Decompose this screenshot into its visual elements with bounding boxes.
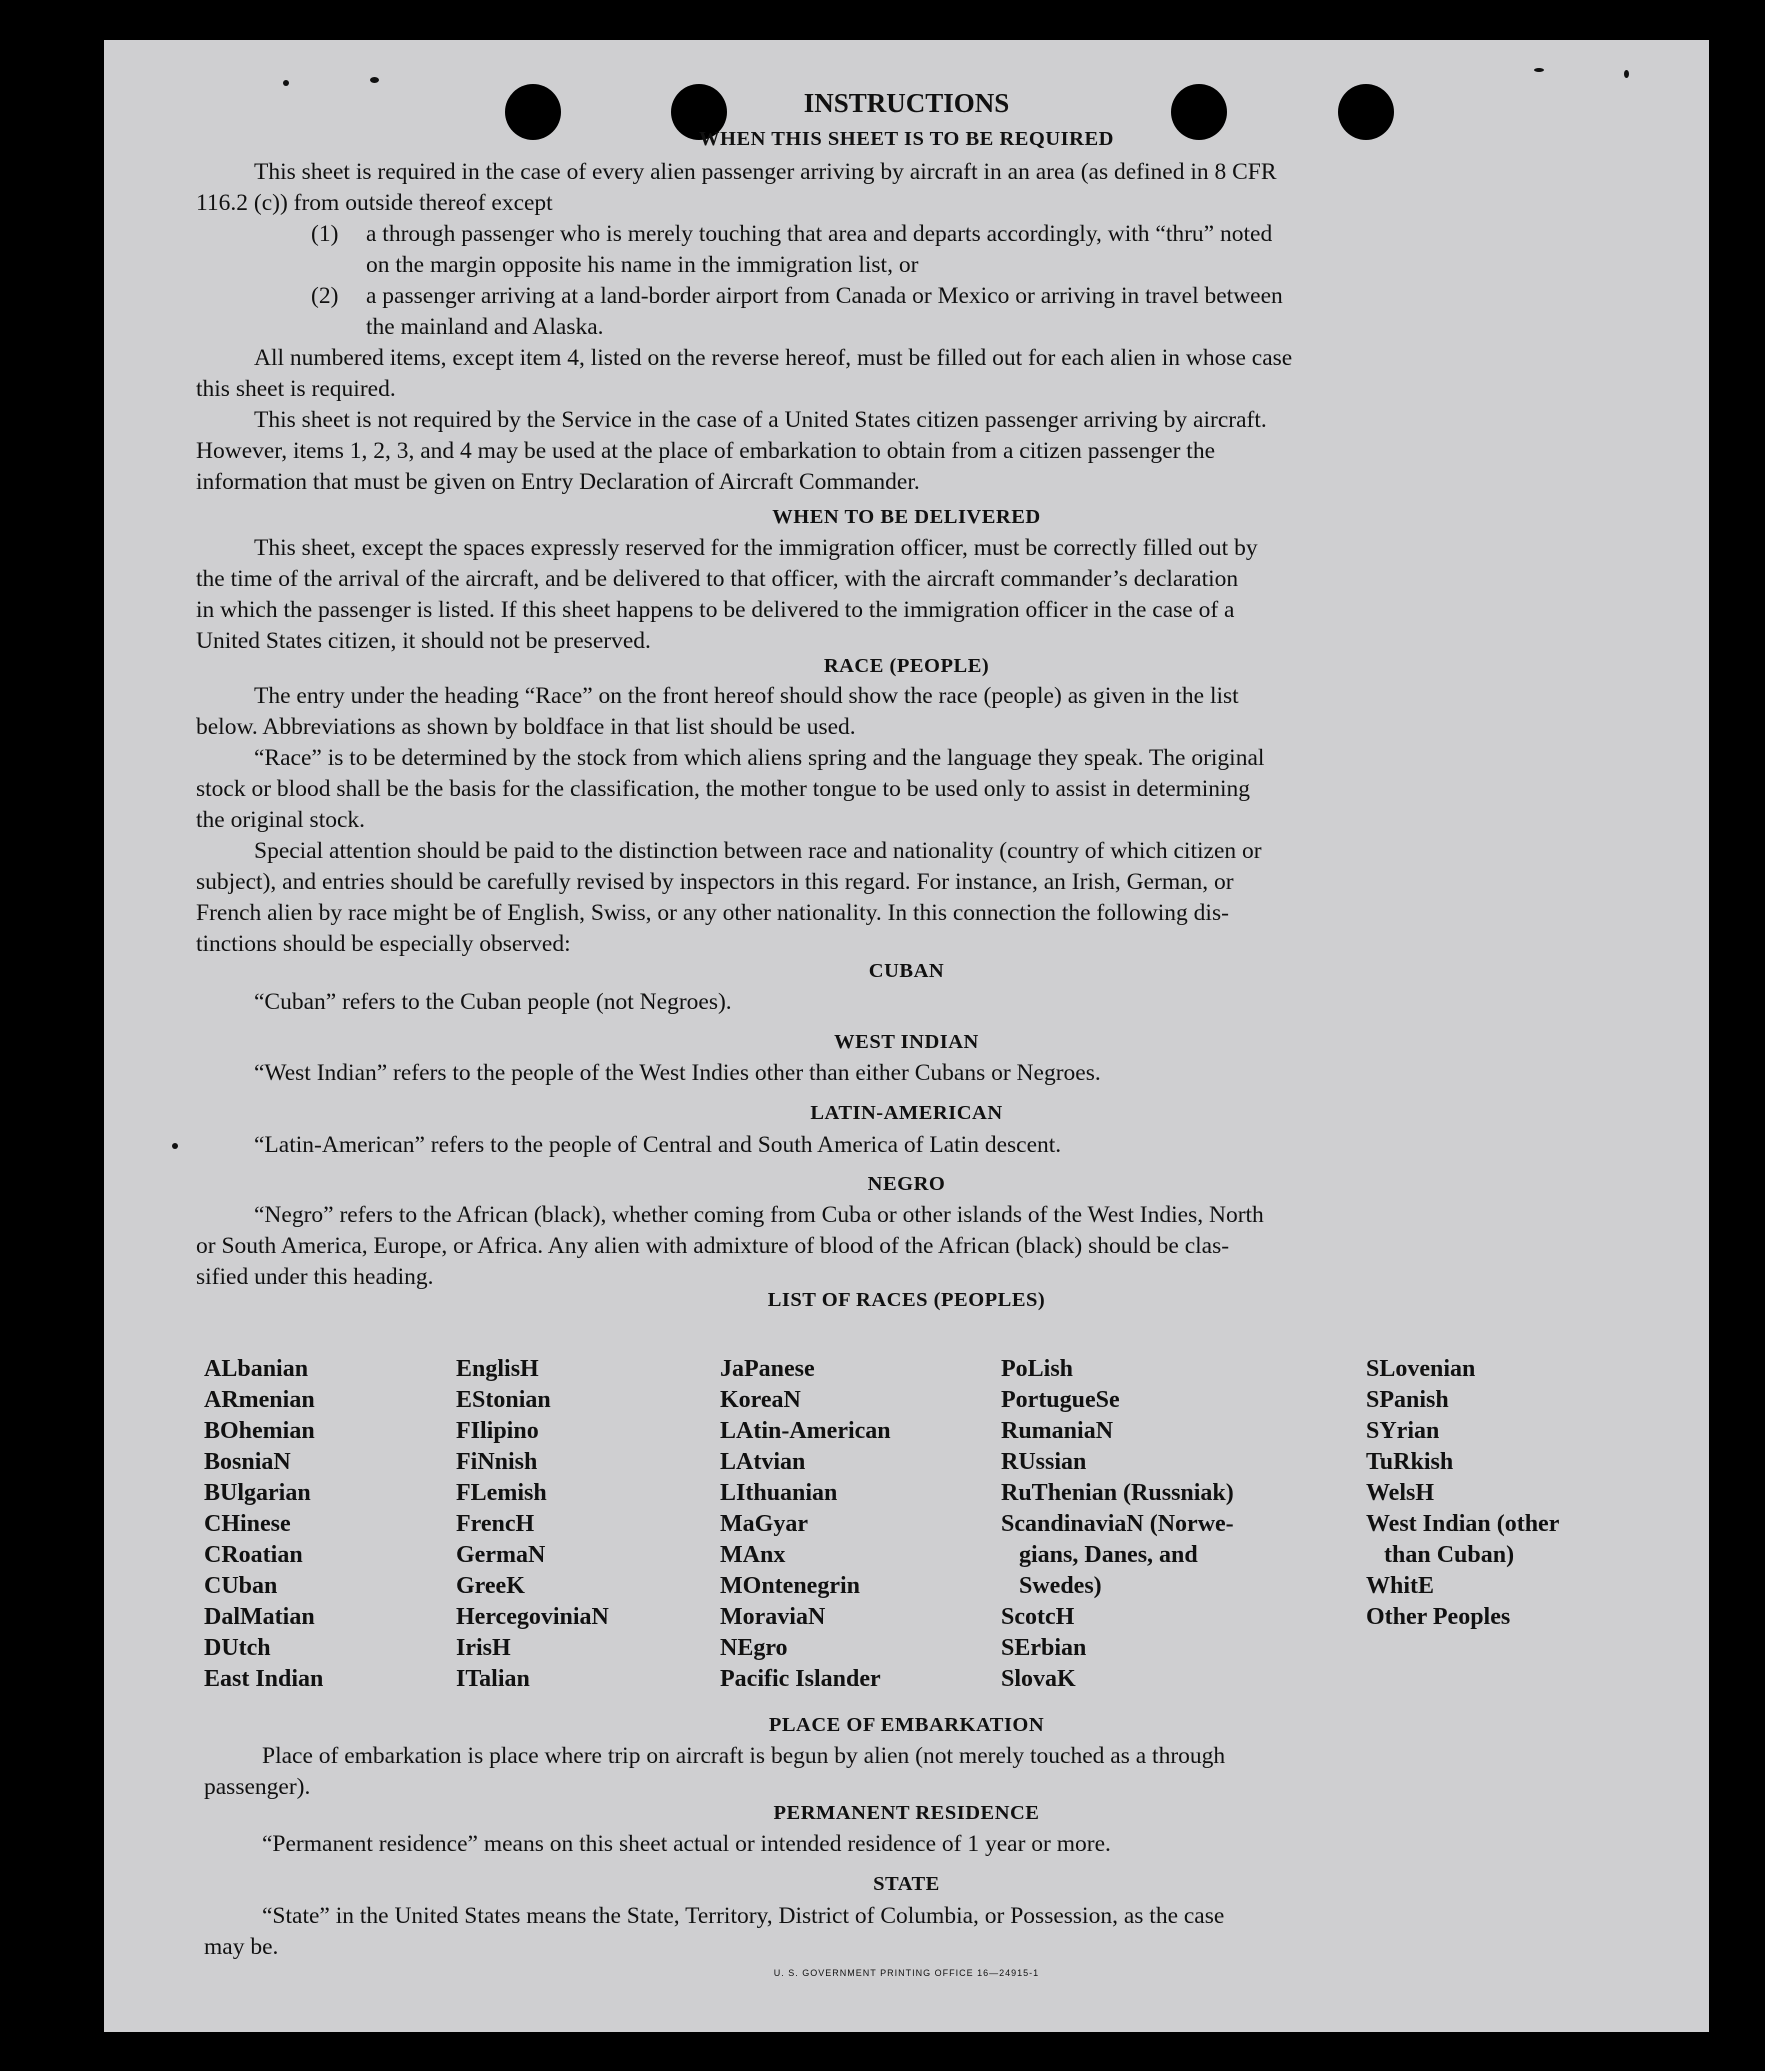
- race-entry: ITalian: [456, 1666, 530, 1692]
- race-entry: TuRkish: [1366, 1449, 1454, 1475]
- race-entry: BOhemian: [204, 1418, 315, 1444]
- citizen-line: This sheet is not required by the Service in the case of a United States citizen passenger arriving by aircraft.: [254, 407, 1267, 433]
- race-column: [204, 1354, 323, 1695]
- race-entry: SYrian: [1366, 1418, 1440, 1444]
- race-entry: RUssian: [1001, 1449, 1087, 1475]
- race-entry: FLemish: [456, 1480, 547, 1506]
- citizen-line: information that must be given on Entry Declaration of Aircraft Commander.: [196, 469, 920, 495]
- race-entry: SErbian: [1001, 1635, 1087, 1661]
- stock-line: “Race” is to be determined by the stock from which aliens spring and the language they speak. The original: [254, 745, 1265, 771]
- race-entry: MoraviaN: [720, 1604, 826, 1630]
- race-entry: GreeK: [456, 1573, 525, 1599]
- race-entry: FiNnish: [456, 1449, 538, 1475]
- race-entry: MOntenegrin: [720, 1573, 860, 1599]
- state-line: “State” in the United States means the State, Territory, District of Columbia, or Possession, as the case: [262, 1903, 1225, 1929]
- negro-line: “Negro” refers to the African (black), whether coming from Cuba or other islands of the West Indies, North: [254, 1202, 1264, 1228]
- heading-state: STATE: [873, 1873, 940, 1895]
- negro-line: or South America, Europe, or Africa. Any alien with admixture of blood of the African (black) should be clas-: [196, 1233, 1230, 1259]
- special-line: French alien by race might be of English, Swiss, or any other nationality. In this connection the following dis-: [196, 900, 1229, 926]
- stock-line: the original stock.: [196, 807, 366, 833]
- special-line: tinctions should be especially observed:: [196, 931, 571, 957]
- heading-negro: NEGRO: [867, 1173, 946, 1195]
- delivered-line: the time of the arrival of the aircraft, and be delivered to that officer, with the aircraft commander’s declaration: [196, 566, 1239, 592]
- race-entry: East Indian: [204, 1666, 324, 1692]
- speck: [172, 1143, 178, 1149]
- race-entry: PoLish: [1001, 1356, 1074, 1382]
- heading-race: RACE (PEOPLE): [823, 655, 990, 677]
- exception-item: a through passenger who is merely touching that area and departs accordingly, with “thru” noted: [366, 221, 1273, 247]
- document-page: [104, 40, 1709, 2032]
- permanent-residence-text: “Permanent residence” means on this sheet actual or intended residence of 1 year or more.: [262, 1831, 1111, 1857]
- race-entry: gians, Danes, and: [1001, 1542, 1198, 1568]
- heading-permanent-residence: PERMANENT RESIDENCE: [773, 1802, 1040, 1824]
- race-entry: SPanish: [1366, 1387, 1449, 1413]
- exception-item: the mainland and Alaska.: [366, 314, 604, 340]
- race-entry: West Indian (other: [1366, 1511, 1560, 1537]
- speck: [283, 80, 289, 86]
- heading-latin-american: LATIN-AMERICAN: [810, 1102, 1003, 1124]
- embarkation-line: Place of embarkation is place where trip on aircraft is begun by alien (not merely touched as a through: [262, 1743, 1226, 1769]
- heading-cuban: CUBAN: [868, 960, 945, 982]
- race-line: The entry under the heading “Race” on the front hereof should show the race (people) as given in the list: [254, 683, 1239, 709]
- race-entry: PortugueSe: [1001, 1387, 1120, 1413]
- race-entry: DalMatian: [204, 1604, 315, 1630]
- special-line: Special attention should be paid to the distinction between race and nationality (country of which citizen or: [254, 838, 1262, 864]
- numbered-items-line: this sheet is required.: [196, 376, 396, 402]
- race-entry: Pacific Islander: [720, 1666, 881, 1692]
- race-entry: NEgro: [720, 1635, 788, 1661]
- race-entry: CUban: [204, 1573, 278, 1599]
- numbered-items-line: All numbered items, except item 4, listed on the reverse hereof, must be filled out for each alien in whose case: [254, 345, 1293, 371]
- heading-west-indian: WEST INDIAN: [834, 1031, 979, 1053]
- race-entry: WhitE: [1366, 1573, 1435, 1599]
- race-entry: than Cuban): [1366, 1542, 1515, 1568]
- race-entry: RuThenian (Russniak): [1001, 1480, 1234, 1506]
- race-entry: LIthuanian: [720, 1480, 838, 1506]
- race-entry: FIlipino: [456, 1418, 539, 1444]
- race-entry: MAnx: [720, 1542, 786, 1568]
- race-column: [456, 1354, 609, 1695]
- race-line: below. Abbreviations as shown by boldface in that list should be used.: [196, 714, 856, 740]
- race-entry: ALbanian: [204, 1356, 309, 1382]
- special-line: subject), and entries should be carefully revised by inspectors in this regard. For instance, an Irish, German, or: [196, 869, 1234, 895]
- race-entry: Other Peoples: [1366, 1604, 1511, 1630]
- race-entry: IrisH: [456, 1635, 511, 1661]
- race-entry: FrencH: [456, 1511, 535, 1537]
- stock-line: stock or blood shall be the basis for the classification, the mother tongue to be used only to assist in determining: [196, 776, 1251, 802]
- heading-when-delivered: WHEN TO BE DELIVERED: [772, 506, 1041, 528]
- race-entry: ARmenian: [204, 1387, 315, 1413]
- exception-item: a passenger arriving at a land-border airport from Canada or Mexico or arriving in travel between: [366, 283, 1283, 309]
- cuban-text: “Cuban” refers to the Cuban people (not Negroes).: [254, 989, 732, 1015]
- race-entry: EStonian: [456, 1387, 551, 1413]
- race-entry: ScandinaviaN (Norwe-: [1001, 1511, 1234, 1537]
- race-entry: WelsH: [1366, 1480, 1435, 1506]
- document-title: INSTRUCTIONS: [803, 88, 1010, 118]
- west-indian-text: “West Indian” refers to the people of the West Indies other than either Cubans or Negroes.: [254, 1060, 1101, 1086]
- heading-embarkation: PLACE OF EMBARKATION: [768, 1714, 1045, 1736]
- race-entry: KoreaN: [720, 1387, 801, 1413]
- race-entry: EnglisH: [456, 1356, 539, 1382]
- speck: [1624, 70, 1629, 78]
- race-entry: MaGyar: [720, 1511, 808, 1537]
- delivered-line: United States citizen, it should not be preserved.: [196, 628, 651, 654]
- race-entry: BUlgarian: [204, 1480, 311, 1506]
- delivered-line: in which the passenger is listed. If this sheet happens to be delivered to the immigration officer in the case of a: [196, 597, 1235, 623]
- race-entry: DUtch: [204, 1635, 271, 1661]
- speck: [370, 77, 379, 83]
- exception-item: on the margin opposite his name in the immigration list, or: [366, 252, 919, 278]
- heading-when-required: WHEN THIS SHEET IS TO BE REQUIRED: [699, 128, 1114, 150]
- race-entry: SLovenian: [1366, 1356, 1476, 1382]
- item-number: (2): [311, 283, 339, 309]
- race-column: [1366, 1354, 1559, 1633]
- latin-american-text: “Latin-American” refers to the people of Central and South America of Latin descent.: [254, 1132, 1062, 1158]
- negro-line: sified under this heading.: [196, 1264, 434, 1290]
- race-entry: SlovaK: [1001, 1666, 1076, 1692]
- race-entry: ScotcH: [1001, 1604, 1075, 1630]
- race-column: [1001, 1354, 1234, 1695]
- required-line: This sheet is required in the case of every alien passenger arriving by aircraft in an area (as defined in 8 CFR: [254, 159, 1277, 185]
- race-entry: RumaniaN: [1001, 1418, 1114, 1444]
- speck: [1534, 68, 1544, 72]
- delivered-line: This sheet, except the spaces expressly reserved for the immigration officer, must be correctly filled out by: [254, 535, 1258, 561]
- race-entry: JaPanese: [720, 1356, 815, 1382]
- race-entry: GermaN: [456, 1542, 546, 1568]
- item-number: (1): [311, 221, 339, 247]
- citizen-line: However, items 1, 2, 3, and 4 may be used at the place of embarkation to obtain from a citizen passenger the: [196, 438, 1216, 464]
- race-entry: LAtvian: [720, 1449, 806, 1475]
- race-column: [720, 1354, 891, 1695]
- race-entry: LAtin-American: [720, 1418, 891, 1444]
- race-entry: BosniaN: [204, 1449, 291, 1475]
- race-entry: CHinese: [204, 1511, 291, 1537]
- race-entry: HercegoviniaN: [456, 1604, 609, 1630]
- race-entry: CRoatian: [204, 1542, 303, 1568]
- state-line: may be.: [204, 1934, 279, 1960]
- required-line: 116.2 (c)) from outside thereof except: [196, 190, 553, 216]
- heading-list-of-races: LIST OF RACES (PEOPLES): [767, 1289, 1046, 1311]
- race-entry: Swedes): [1001, 1573, 1102, 1599]
- embarkation-line: passenger).: [204, 1774, 311, 1800]
- printer-imprint: U. S. GOVERNMENT PRINTING OFFICE 16—24915-1: [773, 1968, 1040, 1978]
